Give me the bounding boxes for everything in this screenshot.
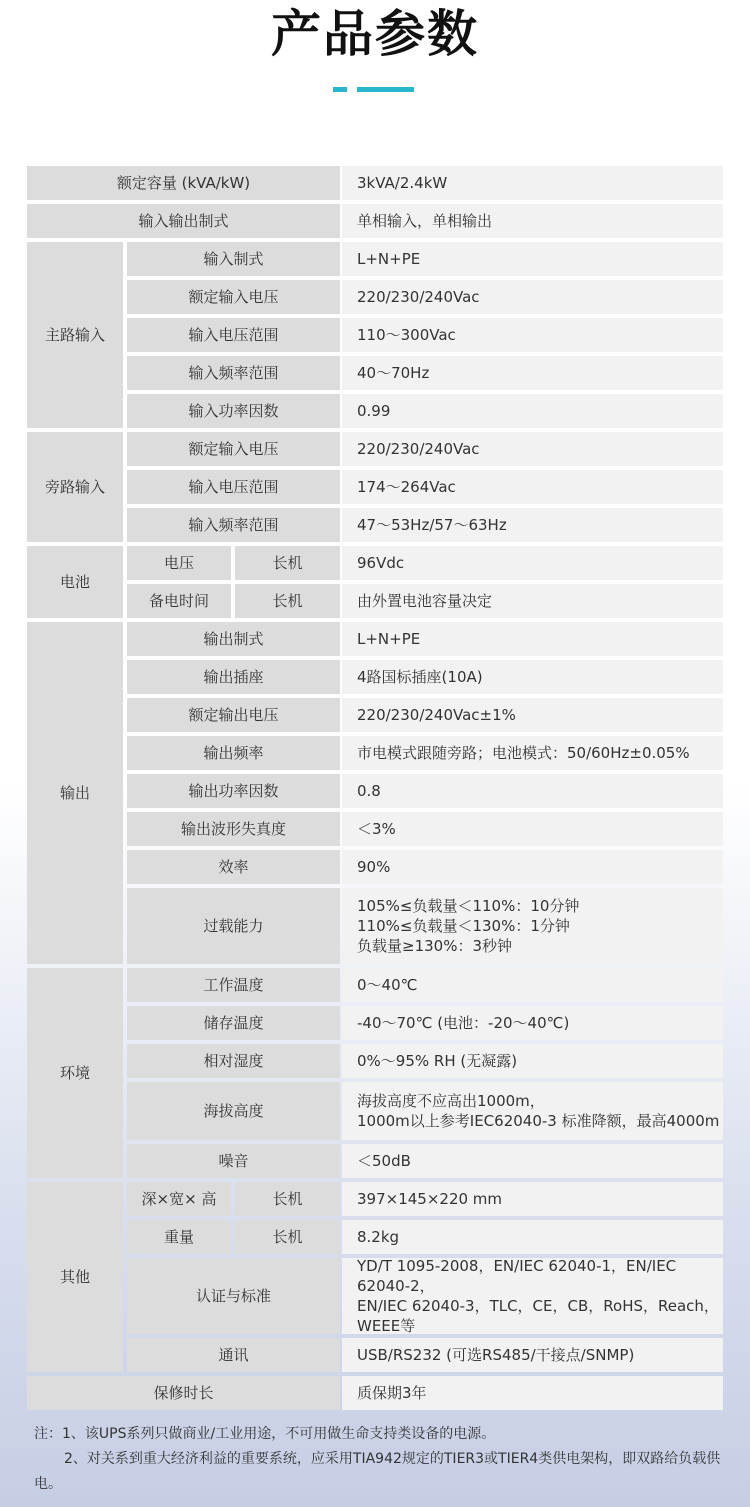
spec-value: 0.8: [342, 774, 723, 808]
spec-value: ＜50dB: [342, 1144, 723, 1178]
spec-label: 输出功率因数: [127, 774, 340, 808]
model-label: 长机: [235, 584, 340, 618]
spec-value: [342, 1082, 723, 1140]
spec-value: 220/230/240Vac±1%: [342, 698, 723, 732]
spec-value: 单相输入，单相输出: [342, 204, 723, 238]
footnotes: [34, 1422, 724, 1497]
spec-value: 397×145×220 mm: [342, 1182, 723, 1216]
group-label-other: 其他: [27, 1182, 123, 1372]
spec-label: 电压: [127, 546, 231, 580]
spec-label: 输入电压范围: [127, 318, 340, 352]
value-line: YD/T 1095-2008，EN/IEC 62040-1，EN/IEC 62040-2，: [357, 1257, 677, 1295]
spec-label: 输入功率因数: [127, 394, 340, 428]
spec-value: USB/RS232 (可选RS485/干接点/SNMP): [342, 1338, 723, 1372]
value-line: 105%≤负载量＜110%：10分钟: [357, 897, 580, 915]
spec-value: 220/230/240Vac: [342, 280, 723, 314]
spec-label: 输出频率: [127, 736, 340, 770]
value-line: WEEE等: [357, 1317, 416, 1335]
spec-label: 输出制式: [127, 622, 340, 656]
spec-value: 0%～95% RH (无凝露): [342, 1044, 723, 1078]
spec-label: 输入制式: [127, 242, 340, 276]
spec-label: 重量: [127, 1220, 231, 1254]
spec-label: 额定输出电压: [127, 698, 340, 732]
value-line: 海拔高度不应高出1000m，: [357, 1092, 545, 1110]
spec-label: 输入频率范围: [127, 508, 340, 542]
page-title: 产品参数: [271, 5, 479, 63]
value-line: 1000m以上参考IEC62040-3 标准降额，最高4000m: [357, 1112, 720, 1130]
spec-label: 输入电压范围: [127, 470, 340, 504]
spec-value: 3kVA/2.4kW: [342, 166, 723, 200]
spec-value: L+N+PE: [342, 242, 723, 276]
value-line: EN/IEC 62040-3，TLC，CE，CB，RoHS，Reach，: [357, 1297, 719, 1315]
spec-label: 效率: [127, 850, 340, 884]
model-label: 长机: [235, 1220, 340, 1254]
spec-label: 通讯: [127, 1338, 340, 1372]
footnote: 注：1、该UPS系列只做商业/工业用途，不可用做生命支持类设备的电源。: [34, 1426, 496, 1442]
spec-label: 保修时长: [27, 1376, 340, 1410]
model-label: 长机: [235, 546, 340, 580]
spec-label: 额定输入电压: [127, 280, 340, 314]
spec-value: 质保期3年: [342, 1376, 723, 1410]
spec-label: 额定输入电压: [127, 432, 340, 466]
spec-label: 过载能力: [127, 888, 340, 964]
spec-label: 认证与标准: [127, 1258, 340, 1334]
spec-value: 8.2kg: [342, 1220, 723, 1254]
spec-value: 96Vdc: [342, 546, 723, 580]
footnote: 2、对关系到重大经济利益的重要系统，应采用TIA942规定的TIER3或TIER4类供电架构，即双路给负载供电。: [34, 1451, 721, 1492]
spec-value: 110～300Vac: [342, 318, 723, 352]
spec-value: ＜3%: [342, 812, 723, 846]
spec-value: 220/230/240Vac: [342, 432, 723, 466]
spec-label: 输出波形失真度: [127, 812, 340, 846]
spec-value: [342, 1258, 723, 1334]
spec-value: [342, 888, 723, 964]
group-label-output: 输出: [27, 622, 123, 964]
spec-label: 输入输出制式: [27, 204, 340, 238]
spec-value: 47～53Hz/57～63Hz: [342, 508, 723, 542]
spec-label: 相对湿度: [127, 1044, 340, 1078]
spec-value: L+N+PE: [342, 622, 723, 656]
spec-value: 4路国标插座(10A): [342, 660, 723, 694]
spec-label: 额定容量 (kVA/kW): [27, 166, 340, 200]
spec-label: 工作温度: [127, 968, 340, 1002]
group-label-bypass-input: 旁路输入: [27, 432, 123, 542]
spec-label: 深×宽× 高: [127, 1182, 231, 1216]
group-label-main-input: 主路输入: [27, 242, 123, 428]
spec-label: 输入频率范围: [127, 356, 340, 390]
spec-label: 储存温度: [127, 1006, 340, 1040]
spec-value: 174～264Vac: [342, 470, 723, 504]
group-label-environment: 环境: [27, 968, 123, 1178]
spec-value: 90%: [342, 850, 723, 884]
group-label-battery: 电池: [27, 546, 123, 618]
spec-value: 0.99: [342, 394, 723, 428]
spec-value: 由外置电池容量决定: [342, 584, 723, 618]
spec-label: 备电时间: [127, 584, 231, 618]
value-line: 110%≤负载量＜130%：1分钟: [357, 917, 570, 935]
spec-value: 市电模式跟随旁路；电池模式：50/60Hz±0.05%: [342, 736, 723, 770]
spec-value: -40～70℃ (电池：-20～40℃): [342, 1006, 723, 1040]
spec-label: 海拔高度: [127, 1082, 340, 1140]
model-label: 长机: [235, 1182, 340, 1216]
spec-value: 0～40℃: [342, 968, 723, 1002]
spec-label: 输出插座: [127, 660, 340, 694]
spec-value: 40～70Hz: [342, 356, 723, 390]
spec-label: 噪音: [127, 1144, 340, 1178]
value-line: 负载量≥130%：3秒钟: [357, 937, 512, 955]
